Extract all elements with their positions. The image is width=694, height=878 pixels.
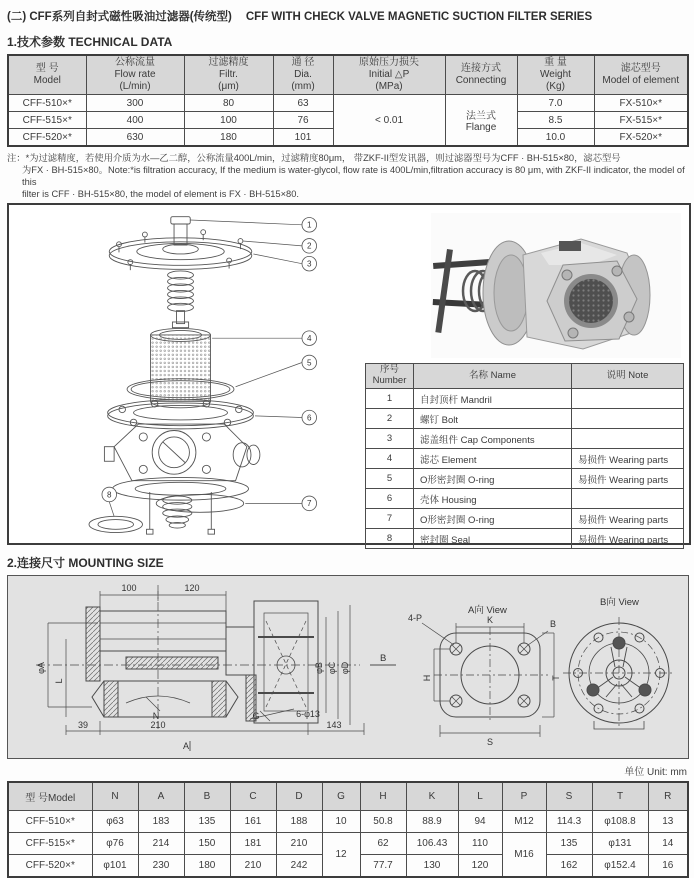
mount-col-n: N <box>92 782 138 811</box>
cell-model: CFF-510×* <box>8 95 86 112</box>
footnote-line1: 注：*为过滤精度，若使用介质为水—乙二醇，公称流量400L/min，过滤精度80μm， 带ZKF-II型发讯器，则过滤器型号为CFF · BH-515×80，滤芯型号 <box>7 153 621 163</box>
mounting-figure-panel <box>7 575 689 759</box>
cell-filtr: 80 <box>184 95 273 112</box>
callout-5: 5 <box>307 358 312 368</box>
cell-dia: 76 <box>273 112 333 129</box>
parts-row: 1 自封顶杆 Mandril <box>366 389 684 409</box>
mount-col-g: G <box>322 782 360 811</box>
mount-row-520: CFF-520×* φ101 230 180 210 242 77.7 130 120 162 φ152.4 16 <box>8 855 688 878</box>
mount-cell-p-merged: M16 <box>502 833 546 878</box>
dim-100: 100 <box>121 583 137 594</box>
unit-label: 单位 Unit: mm <box>624 767 687 779</box>
exploded-view-drawing <box>13 207 361 539</box>
dim-phi-b: φB <box>314 662 324 675</box>
dim-l: L <box>54 678 64 684</box>
cell-filtr: 100 <box>184 112 273 129</box>
mount-row-510: CFF-510×* φ63 183 135 161 188 10 50.8 88.9 94 M12 114.3 φ108.8 13 <box>8 811 688 833</box>
cell-connecting: 法兰式 Flange <box>445 95 517 147</box>
parts-row: 7 O形密封圈 O-ring 易损件 Wearing parts <box>366 509 684 529</box>
cell-element: FX-510×* <box>594 95 688 112</box>
label-g: G <box>252 711 260 722</box>
callout-7: 7 <box>307 499 312 509</box>
mount-col-model: 型 号Model <box>8 782 92 811</box>
footnote-line2: 为FX · BH-515×80。Note:*is filtration accuracy, If the medium is water-glycol, flow rate is 400L/min,filtration accuracy is 80 μm, with ZKF-II indicator, the model of this <box>22 165 685 188</box>
product-photo <box>431 213 681 358</box>
view-a-label: A向 View <box>468 605 507 617</box>
cell-weight: 10.0 <box>517 129 594 147</box>
tech-col-dia: 通 径 Dia. (mm) <box>273 55 333 95</box>
callout-2: 2 <box>307 242 312 252</box>
mount-col-a: A <box>138 782 184 811</box>
tech-header-row <box>8 55 688 95</box>
tech-col-initialdp: 原始压力损失 Initial △P (MPa) <box>333 55 445 95</box>
mount-col-s: S <box>546 782 592 811</box>
mount-col-l: L <box>458 782 502 811</box>
cell-element: FX-515×* <box>594 112 688 129</box>
cell-element: FX-520×* <box>594 129 688 147</box>
dim-120: 120 <box>184 583 200 594</box>
dim-t: T <box>551 675 561 682</box>
technical-data-table <box>7 54 689 147</box>
dim-phi-d: φD <box>340 662 350 675</box>
mount-col-b: B <box>184 782 230 811</box>
tech-col-model: 型 号 Model <box>8 55 86 95</box>
section2-heading: 2.连接尺寸 MOUNTING SIZE <box>7 556 164 571</box>
mount-cell-g-merged: 12 <box>322 833 360 878</box>
callout-3: 3 <box>307 259 312 269</box>
mount-col-k: K <box>406 782 458 811</box>
callout-8: 8 <box>107 490 112 500</box>
mount-col-c: C <box>230 782 276 811</box>
footnote-line3: filter is CFF · BH-515×80, the model of element is FX · BH-515×80. <box>22 189 299 200</box>
parts-col-name: 名称 Name <box>414 364 572 389</box>
cell-flow: 400 <box>86 112 184 129</box>
cell-flow: 300 <box>86 95 184 112</box>
page-title-en: CFF WITH CHECK VALVE MAGNETIC SUCTION FILTER SERIES <box>245 11 593 23</box>
tech-col-weight: 重 量 Weight (Kg) <box>517 55 594 95</box>
mount-col-d: D <box>276 782 322 811</box>
callout-4: 4 <box>307 334 312 344</box>
dim-h: H <box>422 675 432 682</box>
parts-col-note: 说明 Note <box>572 364 684 389</box>
structure-figure-panel <box>7 203 691 545</box>
dim-phi-a: φA <box>36 662 46 675</box>
b-direction-marker: B <box>380 653 387 665</box>
parts-row: 8 密封圈 Seal 易损件 Wearing parts <box>366 529 684 549</box>
tech-col-filtr: 过滤精度 Filtr. (μm) <box>184 55 273 95</box>
cell-model: CFF-515×* <box>8 112 86 129</box>
label-b-bolt: B <box>549 619 557 630</box>
footnote <box>7 152 687 200</box>
page-title-cn: (二) CFF系列自封式磁性吸油过滤器(传统型) <box>7 11 232 23</box>
view-b-label: B向 View <box>600 597 639 609</box>
cell-model: CFF-520×* <box>8 129 86 147</box>
dim-phi-c: φC <box>327 662 337 675</box>
dim-39: 39 <box>77 720 89 731</box>
cell-dia: 101 <box>273 129 333 147</box>
parts-row: 5 O形密封圈 O-ring 易损件 Wearing parts <box>366 469 684 489</box>
mount-col-p: P <box>502 782 546 811</box>
dim-143: 143 <box>326 720 342 731</box>
tech-col-connecting: 连接方式 Connecting <box>445 55 517 95</box>
mount-col-t: T <box>592 782 648 811</box>
parts-row: 3 滤盖组件 Cap Components <box>366 429 684 449</box>
dim-s: S <box>486 737 494 748</box>
dim-k: K <box>486 615 494 626</box>
mounting-dimension-drawing <box>8 576 686 756</box>
label-a-marker: A <box>182 741 190 752</box>
label-n: N <box>152 711 160 722</box>
cell-flow: 630 <box>86 129 184 147</box>
label-4p: 4-P <box>407 613 423 624</box>
parts-row: 2 螺钉 Bolt <box>366 409 684 429</box>
tech-col-flow: 公称流量 Flow rate (L/min) <box>86 55 184 95</box>
cell-weight: 7.0 <box>517 95 594 112</box>
callout-1: 1 <box>307 220 312 230</box>
mount-col-h: H <box>360 782 406 811</box>
mount-header-row <box>8 782 688 811</box>
section1-heading: 1.技术参数 TECHNICAL DATA <box>7 35 173 49</box>
tech-col-element: 滤芯型号 Model of element <box>594 55 688 95</box>
mount-row-515: CFF-515×* φ76 214 150 181 210 12 62 106.43 110 M16 135 φ131 14 <box>8 833 688 855</box>
parts-row: 4 滤芯 Element 易损件 Wearing parts <box>366 449 684 469</box>
page-title <box>7 8 687 24</box>
cell-initial-dp: < 0.01 <box>333 95 445 147</box>
dim-210: 210 <box>150 720 166 731</box>
label-6phi13: 6-φ13 <box>296 709 320 720</box>
parts-row: 6 壳体 Housing <box>366 489 684 509</box>
mounting-size-table <box>7 781 689 878</box>
callout-6: 6 <box>307 413 312 423</box>
parts-col-number: 序号 Number <box>366 364 414 389</box>
parts-table <box>365 363 684 549</box>
cell-dia: 63 <box>273 95 333 112</box>
parts-header-row <box>366 364 684 389</box>
cell-weight: 8.5 <box>517 112 594 129</box>
tech-row-510 <box>8 95 688 112</box>
mount-col-r: R <box>648 782 688 811</box>
cell-filtr: 180 <box>184 129 273 147</box>
